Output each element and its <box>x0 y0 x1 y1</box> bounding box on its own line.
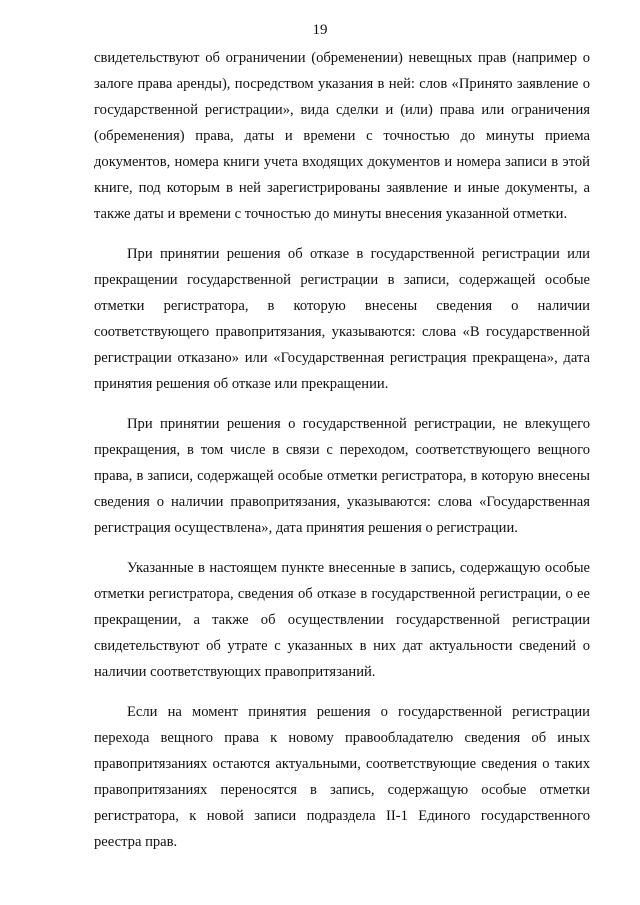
paragraph-refusal-or-termination: При принятии решения об отказе в государственной регистрации или прекращении государственной регистрации в записи, содержащей особые отметки регистратора, в которую внесены сведения о наличии соответствующего правопритязания, указываются: слова «В государственной регистрации отказано» или «Государственная регистрация прекращена», дата принятия решения об отказе или прекращении. <box>94 246 590 392</box>
paragraph-registration-completed: При принятии решения о государственной регистрации, не влекущего прекращения, в том числе в связи с переходом, соответствующего вещного права, в записи, содержащей особые отметки регистратора, в которую внесены сведения о наличии правопритязания, указываются: слова «Государственная регистрация осуществлена», дата принятия решения о регистрации. <box>94 416 590 536</box>
page-number: 19 <box>312 22 328 38</box>
paragraph-transfer-of-claims: Если на момент принятия решения о государственной регистрации перехода вещного права к новому правообладателю сведения об иных правопритязаниях остаются актуальными, соответствующие сведения о таких правопритязаниях переносятся в запись, содержащую особые отметки регистратора, к новой записи подраздела II-1 Единого государственного реестра прав. <box>94 704 590 850</box>
paragraph-loss-of-relevance: Указанные в настоящем пункте внесенные в запись, содержащую особые отметки регистратора, сведения об отказе в государственной регистрации, о ее прекращении, а также об осуществлении государственной регистрации свидетельствуют об утрате с указанных в них дат актуальности сведений о наличии соответствующих правопритязаний. <box>94 560 590 680</box>
paragraph-continuation: свидетельствуют об ограничении (обременении) невещных прав (например о залоге права аренды), посредством указания в ней: слов «Принято заявление о государственной регистрации», вида сделки и (или) права или ограничения (обременения) права, даты и времени с точностью до минуты приема документов, номера книги учета входящих документов и номера записи в этой книге, под которым в ней зарегистрированы заявление и иные документы, а также даты и времени с точностью до минуты внесения указанной отметки. <box>94 50 590 222</box>
document-body <box>94 45 590 869</box>
